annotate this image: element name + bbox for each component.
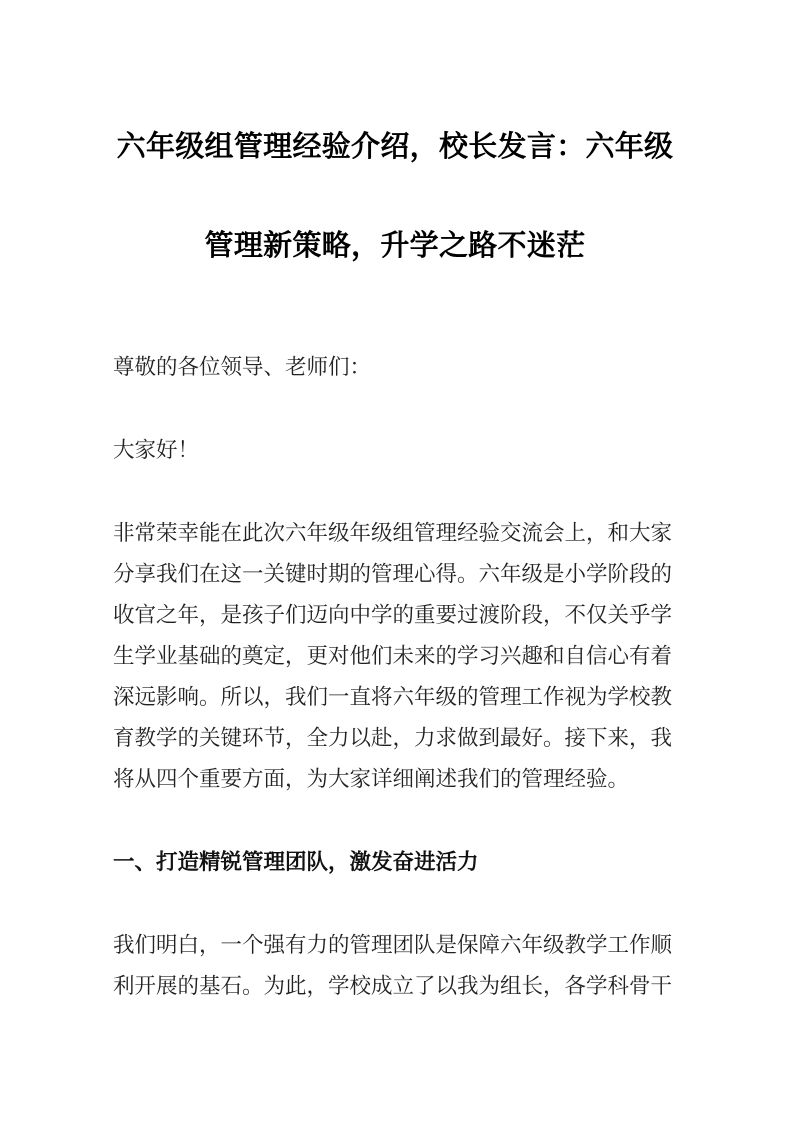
text-line: 非常荣幸能在此次六年级年级组管理经验交流会上，和大家 [113,521,673,545]
section-one-paragraph [113,925,677,1007]
section-one-heading: 一、打造精锐管理团队，激发奋进活力 [113,850,479,874]
document-title [113,98,677,296]
text-line: 生学业基础的奠定，更对他们未来的学习兴趣和自信心有着 [113,644,673,668]
text-line: 收官之年，是孩子们迈向中学的重要过渡阶段，不仅关乎学 [113,603,673,627]
salutation-paragraph [113,347,677,388]
text-line: 我们明白，一个强有力的管理团队是保障六年级教学工作顺 [113,933,673,957]
text-line: 深远影响。所以，我们一直将六年级的管理工作视为学校教 [113,685,673,709]
text-line: 将从四个重要方面，为大家详细阐述我们的管理经验。 [113,767,630,791]
text-line: 尊敬的各位领导、老师们： [113,355,372,379]
text-line: 大家好！ [113,438,200,462]
text-line: 利开展的基石。为此，学校成立了以我为组长，各学科骨干 [113,974,673,998]
title-line: 六年级组管理经验介绍，校长发言：六年级 [116,131,674,163]
title-line: 管理新策略，升学之路不迷茫 [204,230,586,262]
greeting-paragraph [113,430,677,471]
text-line: 育教学的关键环节，全力以赴，力求做到最好。接下来，我 [113,726,673,750]
intro-paragraph [113,513,677,800]
text-line: 分享我们在这一关键时期的管理心得。六年级是小学阶段的 [113,562,673,586]
